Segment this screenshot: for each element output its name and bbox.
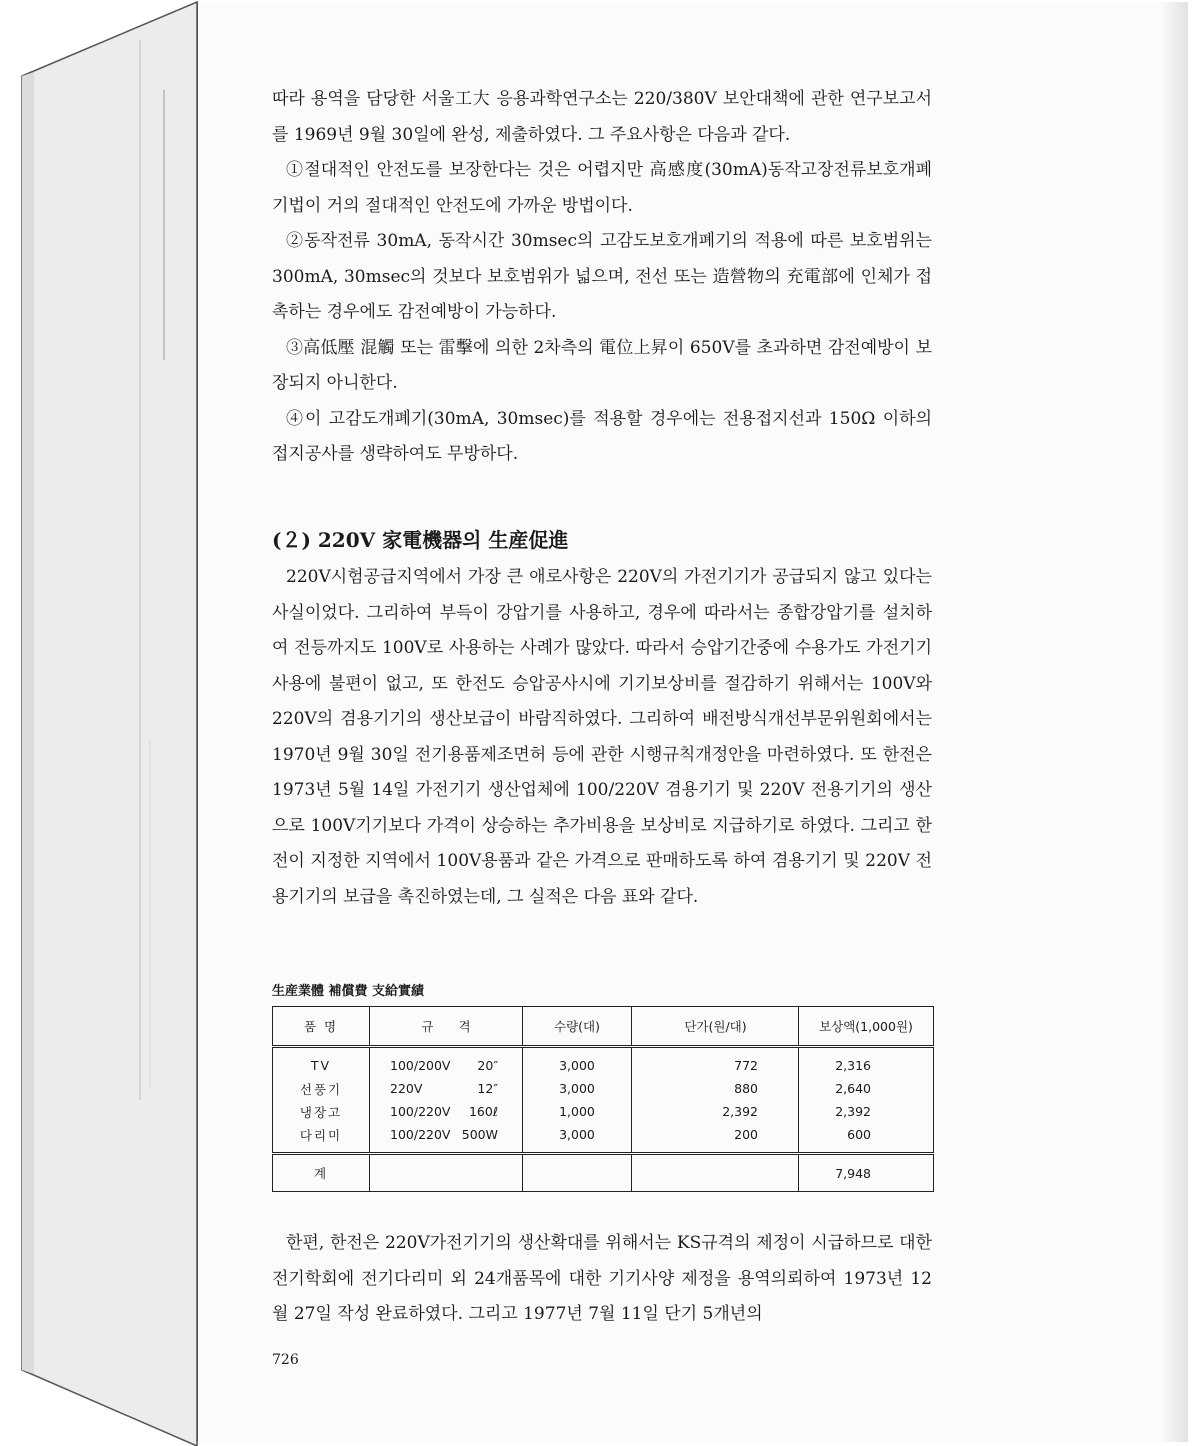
table-header-row <box>273 1007 934 1047</box>
cell-spec-voltage: 100/220V <box>390 1104 451 1119</box>
cell-spec-size: 12″ <box>477 1081 498 1096</box>
cell-unit-price: 772 <box>632 1047 799 1078</box>
table-row <box>273 1123 934 1154</box>
top-text-block <box>272 82 932 473</box>
cell-item-name: 선풍기 <box>273 1077 370 1100</box>
cell-unit-price: 880 <box>632 1077 799 1100</box>
table-caption: 生産業體 補償費 支給實績 <box>272 984 425 999</box>
cell-spec-size: 160ℓ <box>468 1104 498 1119</box>
closing-paragraph: 한편, 한전은 220V가전기기의 생산확대를 위해서는 KS규격의 제정이 시급하므로 대한전기학회에 전기다리미 외 24개품목에 대한 기기사양 제정을 용역의뢰하여 1973년 12월 27일 작성 완료하였다. 그리고 1977년 7월 11일 단기 5개년의 <box>272 1233 932 1324</box>
cell-item-name: 냉장고 <box>273 1100 370 1123</box>
cell-compensation: 600 <box>847 1127 871 1142</box>
cell-total-compensation: 7,948 <box>799 1154 934 1192</box>
cell-compensation: 2,392 <box>835 1104 871 1119</box>
header-quantity: 수량(대) <box>523 1007 632 1047</box>
table-row <box>273 1077 934 1100</box>
cell-spec-size: 500W <box>461 1127 498 1142</box>
table-row <box>273 1047 934 1078</box>
body-paragraph: 220V시험공급지역에서 가장 큰 애로사항은 220V의 가전기기가 공급되지 않고 있다는 사실이었다. 그리하여 부득이 강압기를 사용하고, 경우에 따라서는 종합강압기를 설치하여 전등까지도 100V로 사용하는 사례가 많았다. 따라서 승압기간중에 수용가도 가전기기 사용에 불편이 없고, 또 한전도 승압공사시에 기기보상비를 절감하기 위해서는 100V와 220V의 겸용기기의 생산보급이 바람직하였다. 그리하여 배전방식개선부문위원회에서는 1970년 9월 30일 전기용품제조면허 등에 관한 시행규칙개정안을 마련하였다. 또 한전은 1973년 5월 14일 가전기기 생산업체에 100/220V 겸용기기 및 220V 전용기기의 생산으로 100V기기보다 가격이 상승하는 추가비용을 보상비로 지급하기로 하였다. 그리고 한전이 지정한 지역에서 100V용품과 같은 가격으로 판매하도록 하여 겸용기기 및 220V 전용기기의 보급을 촉진하였는데, 그 실적은 다음 표와 같다. <box>272 567 932 907</box>
cell-empty <box>370 1154 523 1192</box>
cell-quantity: 3,000 <box>523 1123 632 1154</box>
table-total-row <box>273 1154 934 1192</box>
header-spec: 규 격 <box>370 1007 523 1047</box>
cell-item-name: 다리미 <box>273 1123 370 1154</box>
cell-compensation: 2,316 <box>835 1058 871 1073</box>
cell-quantity: 1,000 <box>523 1100 632 1123</box>
point-1-paragraph: ①절대적인 안전도를 보장한다는 것은 어렵지만 高感度(30mA)동작고장전류보호개폐기법이 거의 절대적인 안전도에 가까운 방법이다. <box>272 160 932 216</box>
cell-item-name: TV <box>273 1047 370 1078</box>
compensation-table <box>272 1006 934 1192</box>
cell-spec <box>370 1123 523 1154</box>
cell-spec <box>370 1077 523 1100</box>
page-number: 726 <box>272 1352 299 1368</box>
cell-spec <box>370 1047 523 1078</box>
cell-spec-voltage: 100/200V <box>390 1058 451 1073</box>
cell-spec <box>370 1100 523 1123</box>
header-unit-price: 단가(원/대) <box>632 1007 799 1047</box>
cell-spec-voltage: 100/220V <box>390 1127 451 1142</box>
header-compensation: 보상액(1,000원) <box>799 1007 934 1047</box>
point-3-paragraph: ③高低壓 混觸 또는 雷擊에 의한 2차측의 電位上昇이 650V를 초과하면 감전예방이 보장되지 아니한다. <box>272 337 932 393</box>
cell-empty <box>632 1154 799 1192</box>
header-item-name: 품 명 <box>273 1007 370 1047</box>
cell-compensation: 2,640 <box>835 1081 871 1096</box>
cell-unit-price: 2,392 <box>632 1100 799 1123</box>
cell-unit-price: 200 <box>632 1123 799 1154</box>
point-4-paragraph: ④이 고감도개폐기(30mA, 30msec)를 적용할 경우에는 전용접지선과 150Ω 이하의 접지공사를 생략하여도 무방하다. <box>272 408 932 464</box>
bottom-text-block <box>272 1226 932 1333</box>
cell-spec-voltage: 220V <box>390 1081 423 1096</box>
cell-quantity: 3,000 <box>523 1047 632 1078</box>
cell-empty <box>523 1154 632 1192</box>
page-edge-shadow <box>1160 2 1188 1442</box>
section-heading: (２) 220V 家電機器의 生産促進 <box>272 528 569 552</box>
table-row <box>273 1100 934 1123</box>
cell-spec-size: 20″ <box>477 1058 498 1073</box>
cell-quantity: 3,000 <box>523 1077 632 1100</box>
cell-total-label: 계 <box>273 1154 370 1192</box>
book-side <box>0 0 200 1446</box>
point-2-paragraph: ②동작전류 30mA, 동작시간 30msec의 고감도보호개폐기의 적용에 따른 보호범위는 300mA, 30msec의 것보다 보호범위가 넓으며, 전선 또는 造營物의 充電部에 인체가 접촉하는 경우에도 감전예방이 가능하다. <box>272 231 932 322</box>
middle-text-block <box>272 560 932 915</box>
intro-paragraph: 따라 용역을 담당한 서울工大 응용과학연구소는 220/380V 보안대책에 관한 연구보고서를 1969년 9월 30일에 완성, 제출하였다. 그 주요사항은 다음과 같다. <box>272 89 932 145</box>
